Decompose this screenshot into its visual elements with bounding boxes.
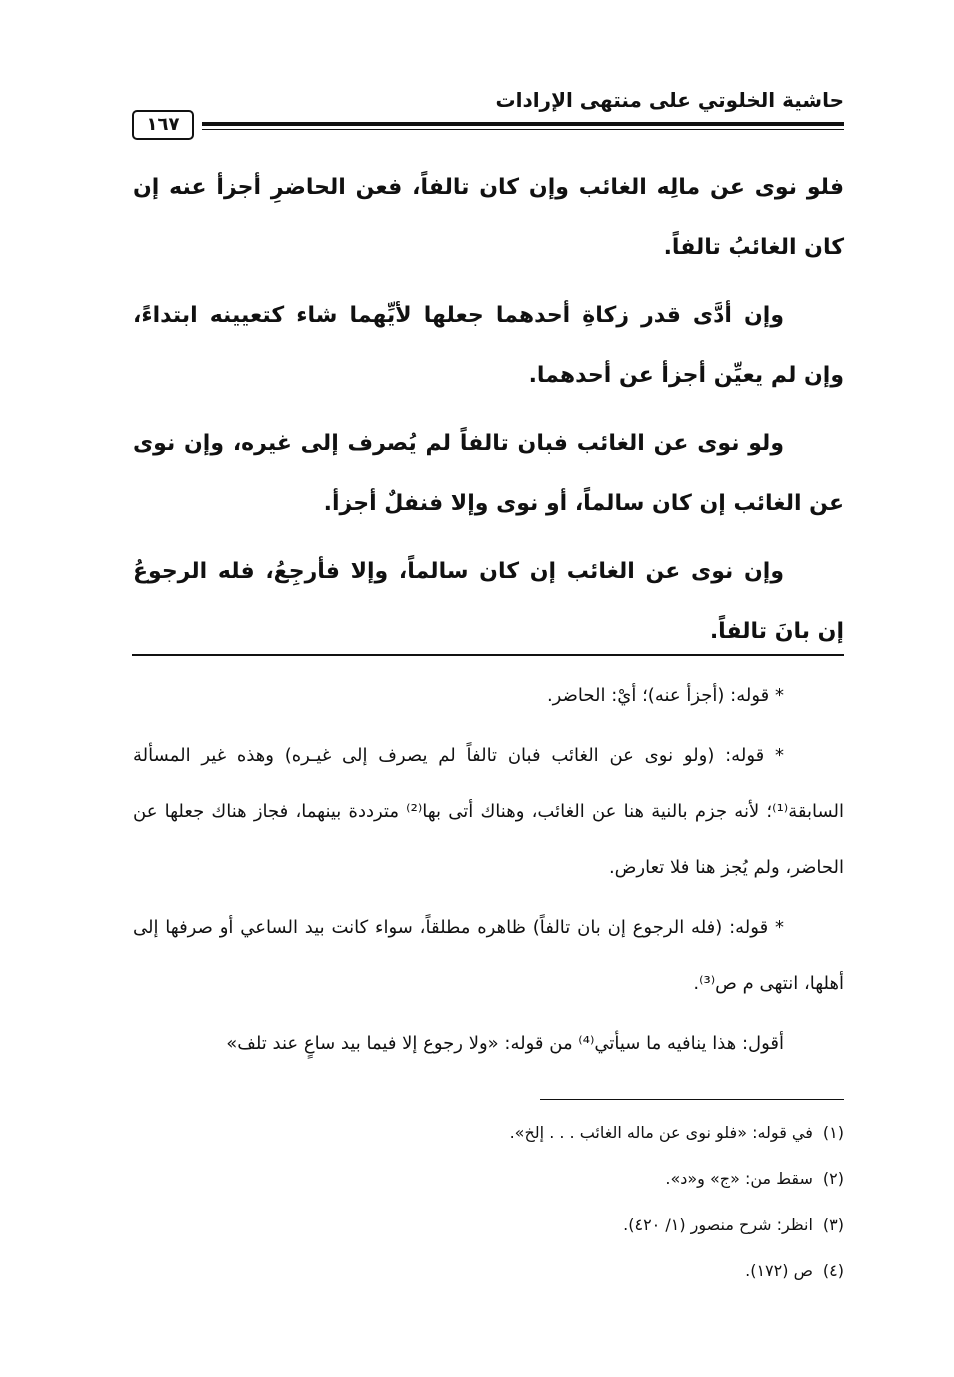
footnote-text: ص (١٧٢). (745, 1261, 813, 1280)
footnote (133, 1248, 844, 1294)
commentary-paragraph: * قوله: (أجزأ عنه)؛ أيْ: الحاضر. (546, 685, 784, 706)
text-commentary-divider (132, 654, 844, 656)
footnote-number: (٣) (822, 1215, 844, 1234)
footnote-rule (540, 1099, 844, 1100)
commentary (133, 668, 844, 1076)
page-number-box: ١٦٧ (132, 110, 194, 140)
header-rule-thin (202, 129, 844, 130)
commentary-paragraph: * قوله: (ولو نوى عن الغائب فبان تالفاً لم يصرف إلى غيـره) وهذه غير المسألة السابقة⁽¹⁾؛ لأنه جزم بالنية هنا عن الغائب، وهناك أتى بها⁽²⁾ مترددة بينهما، فجاز هناك جعلها عن الحاضر، ولم يُجز هنا فلا تعارض. (133, 745, 844, 878)
footnote-text: في قوله: «فلو نوى عن ماله الغائب . . . إلخ». (509, 1123, 813, 1142)
page-header (132, 80, 844, 135)
commentary-paragraph: * قوله: (فله الرجوع إن بان تالفاً) ظاهره مطلقاً، سواء كانت بيد الساعي أو صرفها إلى أهلها، انتهى م ص⁽³⁾. (133, 917, 844, 994)
main-paragraph: وإن أدَّى قدر زكاةِ أحدهما جعلها لأيِّهما شاء كتعيينه ابتداءً، وإن لم يعيِّن أجزأ عن أحدهما. (133, 303, 844, 388)
header-rule-thick (202, 122, 844, 126)
footnote (133, 1110, 844, 1156)
footnotes (133, 1110, 844, 1294)
footnote (133, 1156, 844, 1202)
footnote-number: (١) (822, 1123, 844, 1142)
book-title: حاشية الخلوتي على منتهى الإرادات (495, 88, 844, 112)
main-paragraph: فلو نوى عن مالِه الغائب وإن كان تالفاً، فعن الحاضرِ أجزأ عنه إن كان الغائبُ تالفاً. (133, 175, 844, 260)
main-paragraph: ولو نوى عن الغائب فبان تالفاً لم يُصرف إلى غيره، وإن نوى عن الغائب إن كان سالماً، أو نوى وإلا فنفلٌ أجزأ. (133, 431, 844, 516)
main-text (133, 158, 844, 670)
footnote-text: انظر: شرح منصور (١/ ٤٢٠). (623, 1215, 813, 1234)
footnote-number: (٢) (822, 1169, 844, 1188)
footnote-number: (٤) (822, 1261, 844, 1280)
commentary-paragraph: أقول: هذا ينافيه ما سيأتي⁽⁴⁾ من قوله: «ولا رجوع إلا فيما بيد ساعٍ عند تلف» (226, 1033, 784, 1054)
footnote (133, 1202, 844, 1248)
footnote-text: سقط من: «ج» و«د». (665, 1169, 813, 1188)
main-paragraph: وإن نوى عن الغائب إن كان سالماً، وإلا فأرجِعُ، فله الرجوعُ إن بانَ تالفاً. (133, 559, 844, 644)
